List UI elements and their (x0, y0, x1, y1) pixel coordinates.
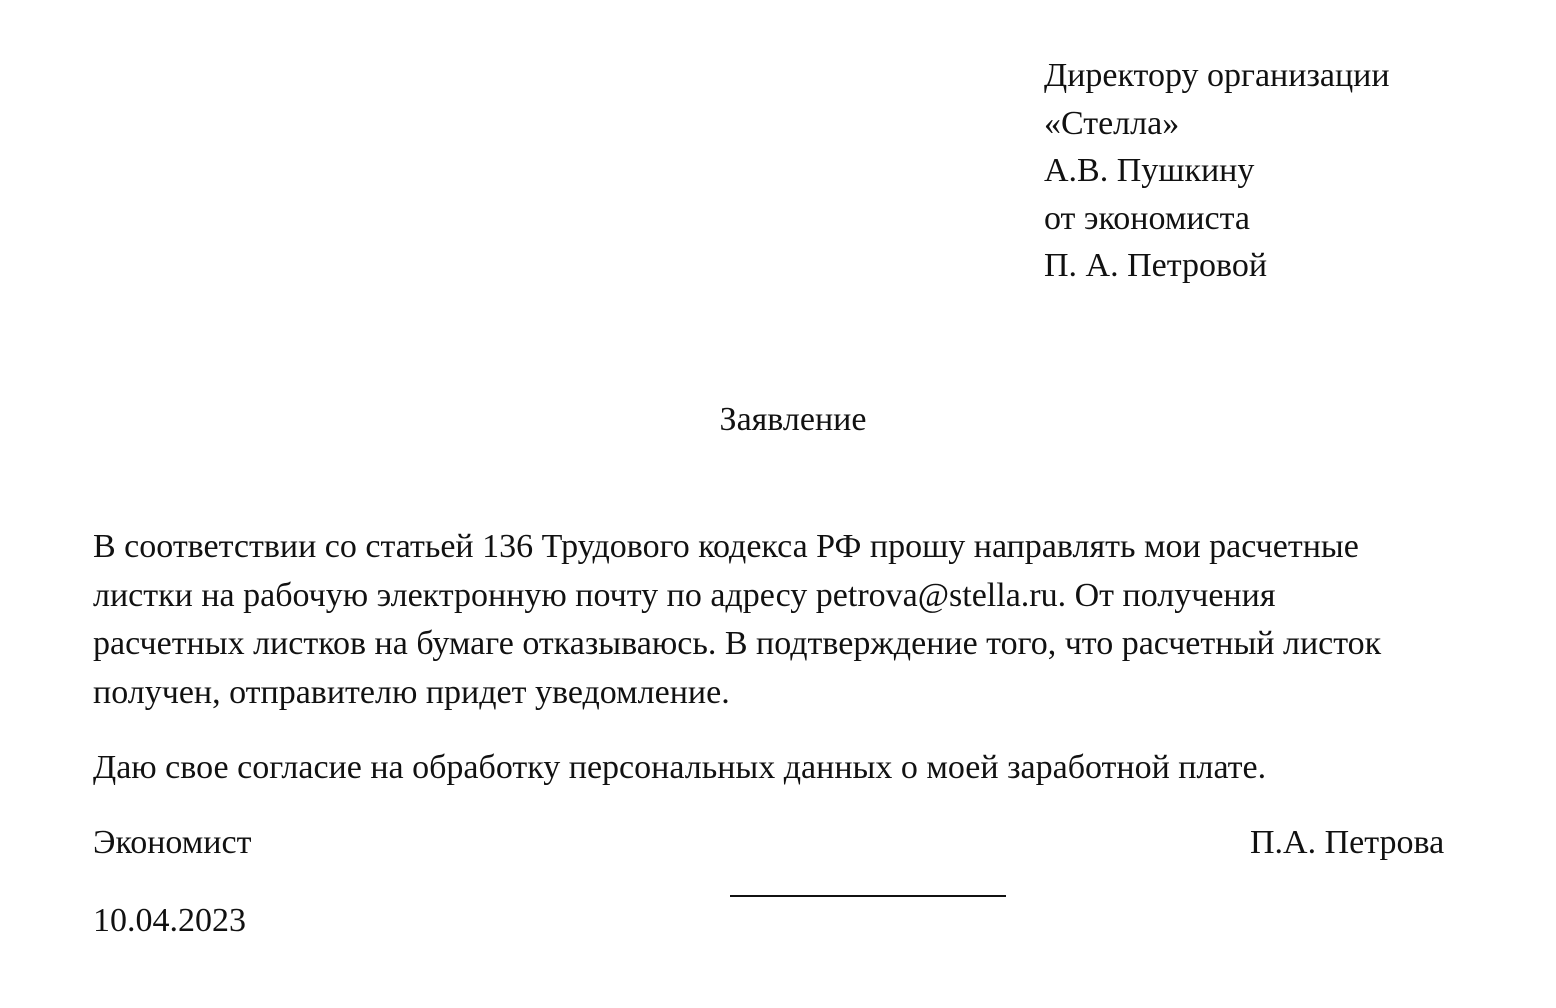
addressee-line: Директору организации (1044, 57, 1390, 94)
consent-paragraph: Даю свое согласие на обработку персональных данных о моей заработной плате. (93, 749, 1267, 786)
signature-line (730, 895, 1006, 897)
document-title: Заявление (719, 401, 867, 438)
addressee-line: «Стелла» (1044, 104, 1180, 142)
body-line: получен, отправителю придет уведомление. (93, 673, 730, 711)
addressee-line: П. А. Петровой (1044, 247, 1268, 284)
document-date: 10.04.2023 (93, 902, 246, 939)
body-line: расчетных листков на бумаге отказываюсь. В подтверждение того, что расчетный листок (93, 625, 1382, 662)
signer-name: П.А. Петрова (1250, 824, 1445, 861)
body-line: В соответствии со статьей 136 Трудового кодекса РФ прошу направлять мои расчетные (93, 528, 1359, 565)
signer-position: Экономист (93, 824, 252, 861)
addressee-line: А.В. Пушкину (1044, 152, 1255, 189)
addressee-block (1044, 52, 1390, 290)
body-line: листки на рабочую электронную почту по адресу petrova@stella.ru. От получения (93, 576, 1276, 614)
addressee-line: от экономиста (1044, 199, 1251, 237)
body-paragraph (93, 523, 1493, 717)
